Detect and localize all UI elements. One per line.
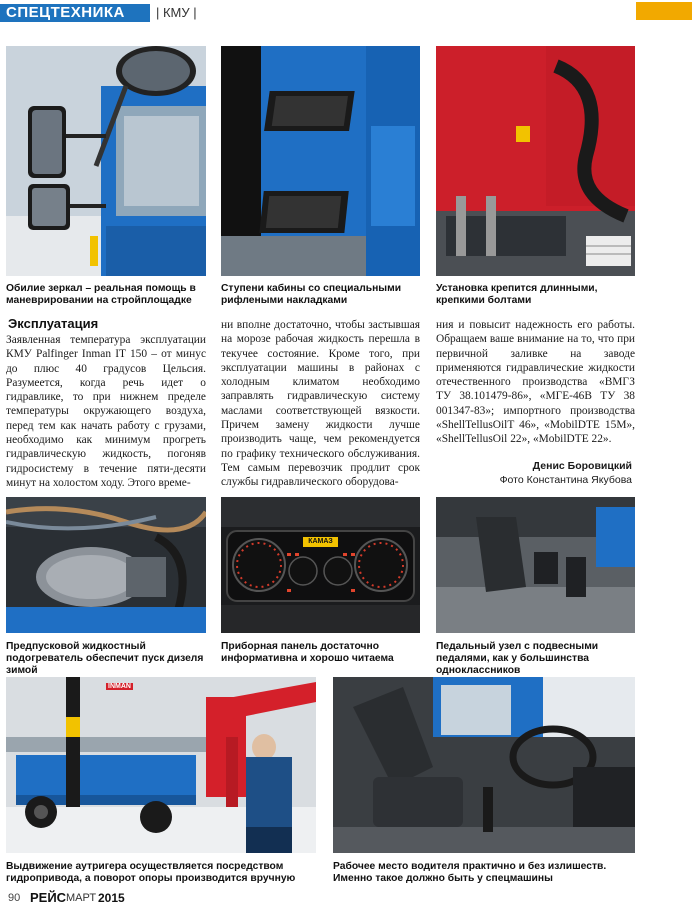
- caption-dashboard: Приборная панель достаточно информативна и хорошо читаема: [221, 641, 394, 664]
- caption-mount: Установка крепится длинными, крепкими болтами: [436, 283, 598, 306]
- page-corner-tab: [636, 2, 692, 20]
- photo-heater: [6, 497, 206, 633]
- article-author: Денис Боровицкий: [532, 460, 632, 472]
- caption-mirrors: Обилие зеркал – реальная помощь в маневрировании на стройплощадке: [6, 283, 196, 306]
- page-number: 90: [8, 892, 21, 904]
- article-column-1: [6, 333, 206, 490]
- photo-mount: [436, 46, 635, 276]
- issue-month: МАРТ: [66, 892, 97, 904]
- caption-pedals: Педальный узел с подвесными педалями, как у большинства одноклассников: [436, 641, 599, 676]
- caption-cabin: Рабочее место водителя практично и без излишеств. Именно такое должно быть у спецмашины: [333, 861, 607, 884]
- article-text-col3: ния и повысит надежность его работы. Обращаем ваше внимание на то, что при первичной заливке на заводе применяются гидравлические жидкости отечественного производства «ВМГЗ ТУ 38.101479-86», «МГЕ-46В ТУ 38 001347-83»; импортного производства «ShellTellusOilT 46», «MobilDTE 15M», «ShellTellusOil 22», «MobilDTE 22».: [436, 319, 635, 446]
- section-title: СПЕЦТЕХНИКА: [6, 4, 125, 21]
- photo-dashboard: [221, 497, 420, 633]
- photo-steps: [221, 46, 420, 276]
- section-subtitle: | КМУ |: [156, 5, 197, 20]
- crane-brand-label: INMAN: [108, 683, 131, 690]
- caption-steps: Ступени кабины со специальными рифлеными накладками: [221, 283, 402, 306]
- caption-outrigger: Выдвижение аутригера осуществляется посредством гидропривода, а поворот опоры производится вручную: [6, 861, 296, 884]
- article-heading: Эксплуатация: [8, 316, 99, 331]
- photo-outrigger: [6, 677, 316, 853]
- article-column-2: [221, 318, 420, 490]
- article-column-3: [436, 318, 635, 447]
- article-text-col1: Заявленная температура эксплуатации КМУ Palfinger Inman IT 150 – от минус до плюс 40 градусов Цельсия. Разумеется, когда речь идет о гидравлике, то при нижнем пределе температуры окружающего воздуха, перед тем как начать работу с грузами, необходимо как минимум прогреть гидравлическую жидкость, погоняв гидросистему в течение пяти-десяти минут на холостом ходу. Этого време-: [6, 334, 206, 489]
- photo-pedals: [436, 497, 635, 633]
- issue-year: 2015: [98, 891, 125, 905]
- magazine-name: РЕЙС: [30, 890, 67, 905]
- caption-heater: Предпусковой жидкостный подогреватель обеспечит пуск дизеля зимой: [6, 641, 204, 676]
- dashboard-brand-label: КАМАЗ: [308, 538, 333, 545]
- photo-cabin: [333, 677, 635, 853]
- article-text-col2: ни вполне достаточно, чтобы застывшая на морозе рабочая жидкость перешла в текучее состояние. Кроме того, при эксплуатации машины в районах с холодным климатом необходимо заправлять гидравлическую систему маслами соответствующей вязкости. Причем замену жидкости лучше производить чаще, чем рекомендуется по графику технического обслуживания. Тем самым перевозчик продлит срок службы гидравлического оборудова-: [221, 319, 420, 489]
- photo-mirrors: [6, 46, 206, 276]
- photo-credit: Фото Константина Якубова: [499, 474, 632, 486]
